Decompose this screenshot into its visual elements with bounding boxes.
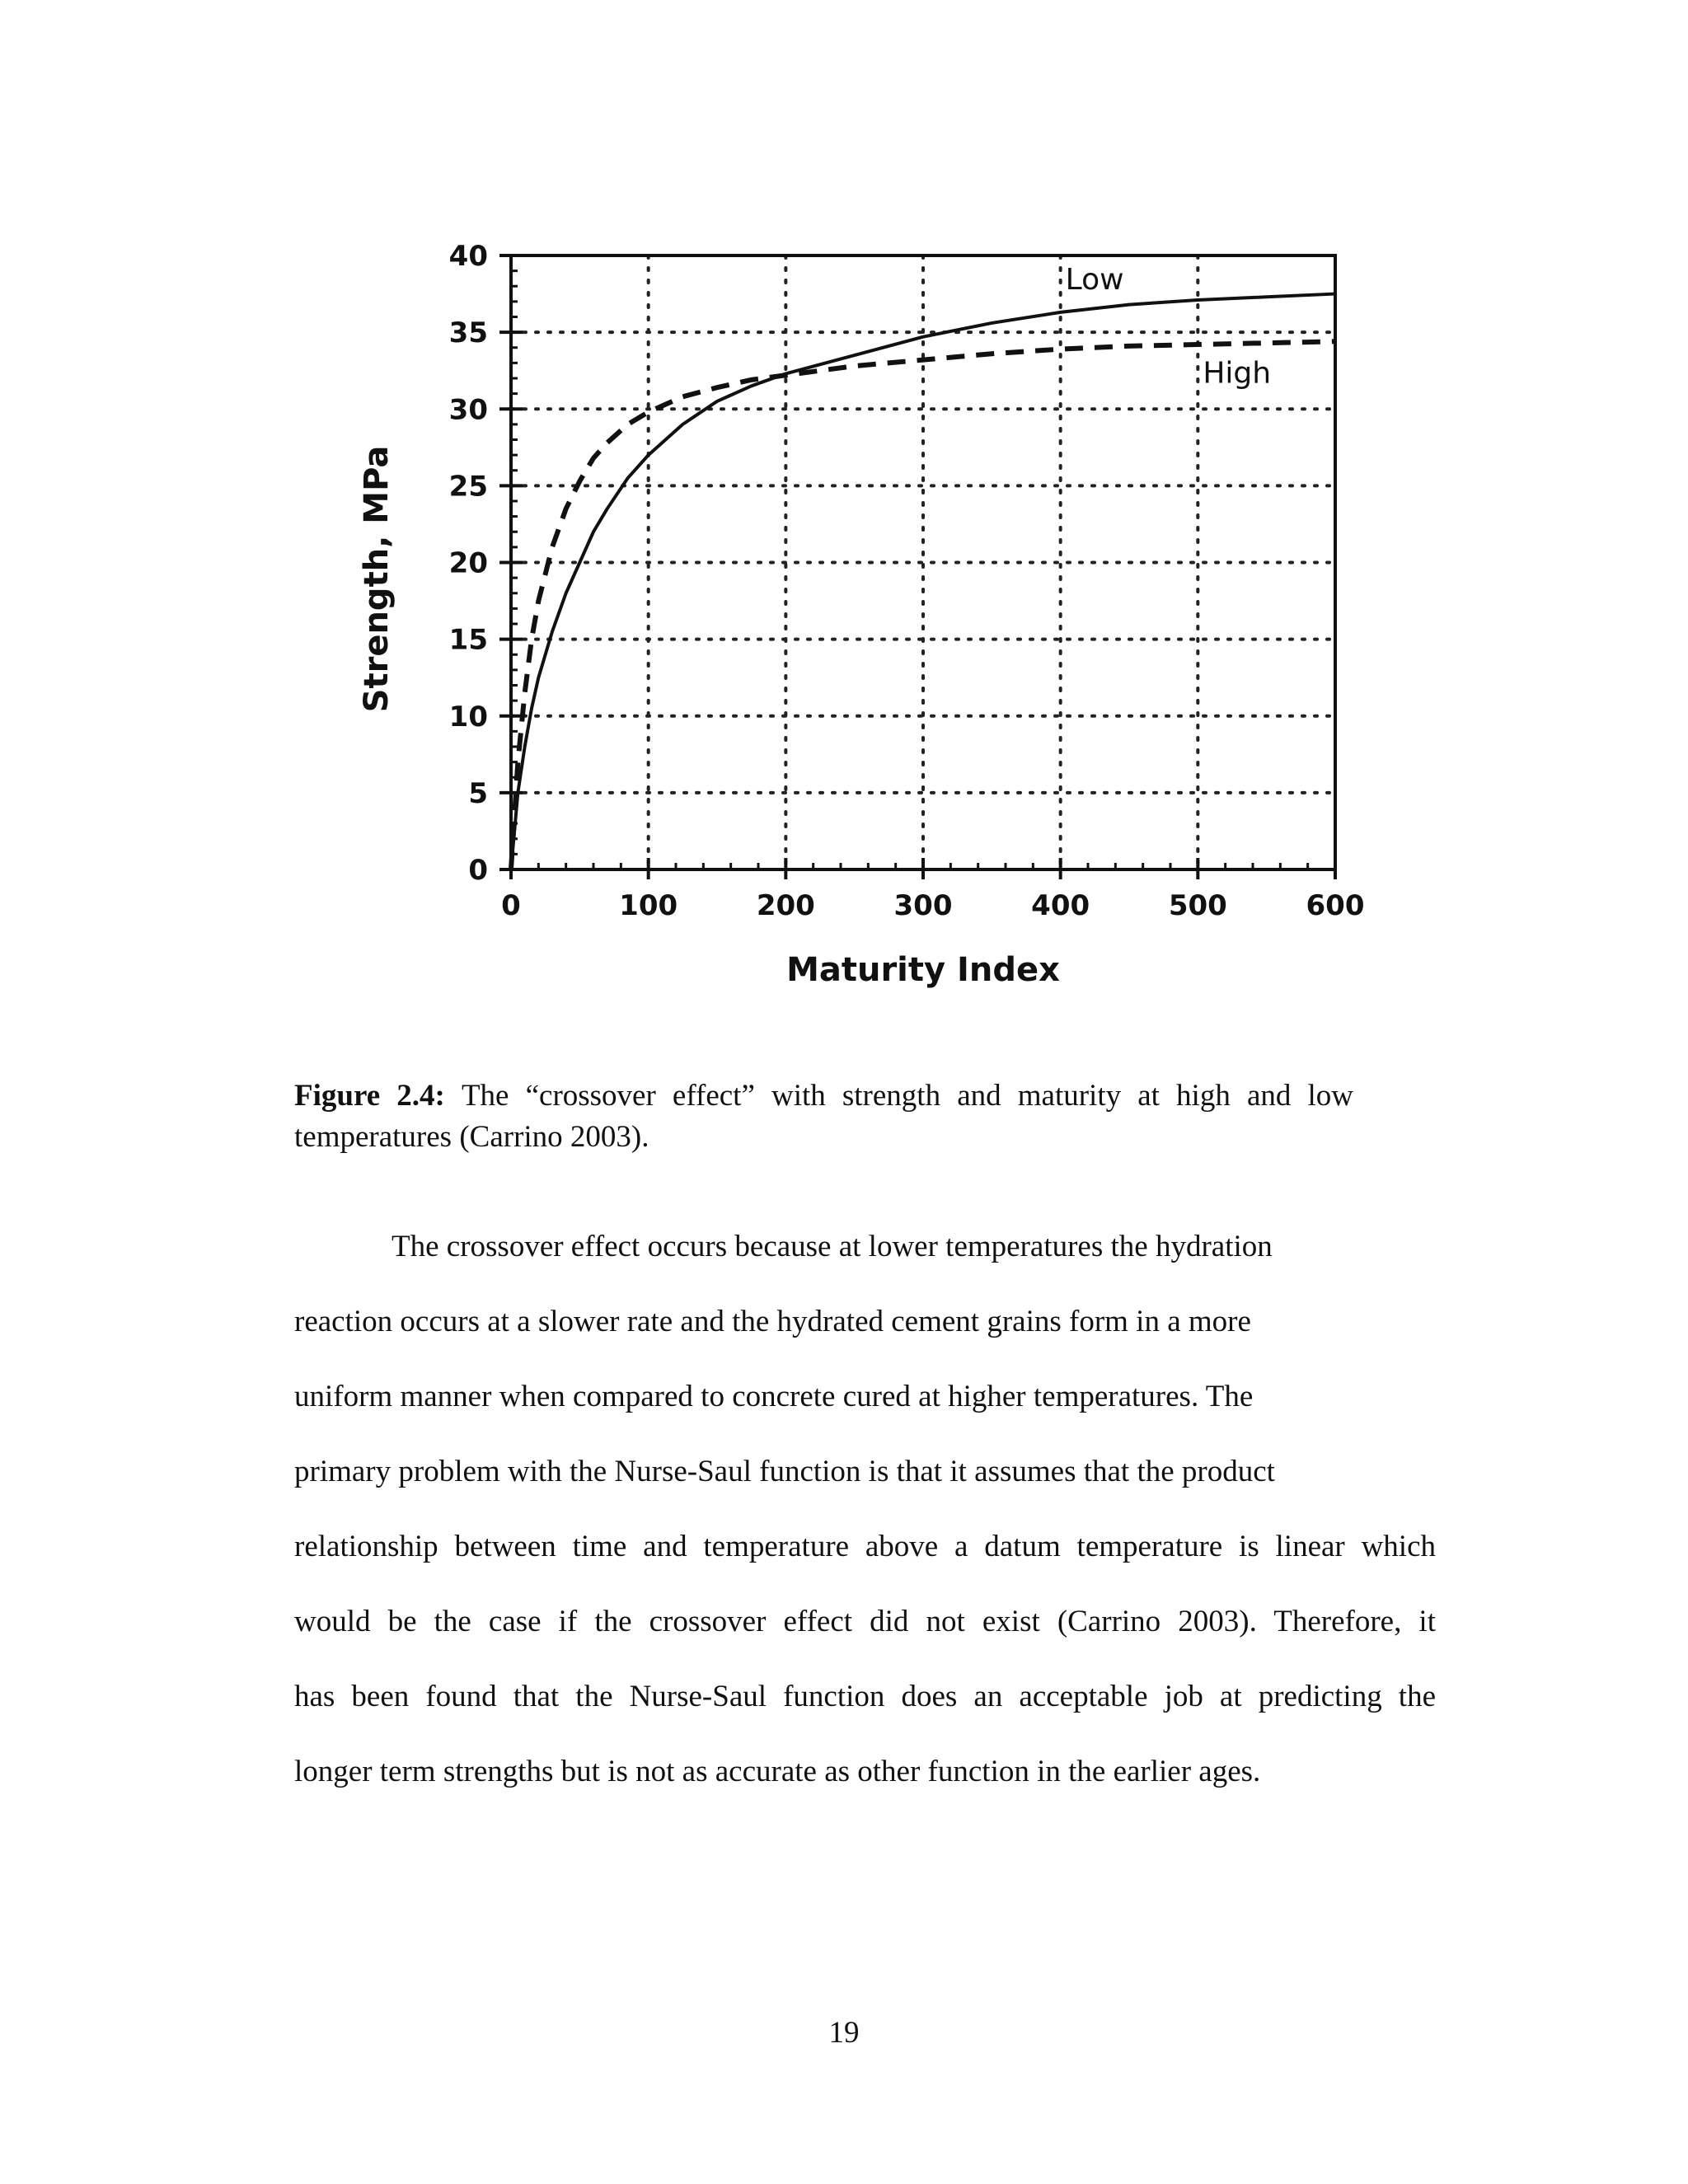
y-tick-label: 35 bbox=[448, 316, 488, 350]
y-tick-label: 25 bbox=[448, 470, 488, 504]
y-tick-label: 5 bbox=[468, 776, 488, 810]
figure-caption-text: The “crossover effect” with strength and maturity at high and low temperatures (Carrino 2003). bbox=[294, 1079, 1353, 1154]
y-tick-label: 40 bbox=[448, 240, 488, 273]
x-tick-label: 200 bbox=[756, 889, 815, 922]
chart-grid bbox=[511, 255, 1335, 869]
paragraph-line: uniform manner when compared to concrete cured at higher temperatures. The bbox=[294, 1380, 1254, 1413]
paragraph-line: primary problem with the Nurse-Saul function is that it assumes that the product bbox=[294, 1455, 1275, 1488]
figure-label: Figure 2.4: bbox=[294, 1079, 445, 1113]
paragraph-line: would be the case if the crossover effect did not exist (Carrino 2003). Therefore, it bbox=[294, 1605, 1436, 1638]
strength-maturity-figure bbox=[346, 223, 1409, 1014]
figure-caption bbox=[294, 1076, 1353, 1158]
y-tick-label: 15 bbox=[448, 623, 488, 657]
series-label-high: High bbox=[1203, 356, 1272, 391]
crossover-effect-chart bbox=[346, 223, 1409, 1014]
series-label-low: Low bbox=[1065, 262, 1124, 297]
page-number: 19 bbox=[828, 2016, 860, 2050]
x-tick-label: 500 bbox=[1168, 889, 1227, 922]
paragraph-line: relationship between time and temperature above a datum temperature is linear which bbox=[294, 1530, 1436, 1563]
x-axis-title: Maturity Index bbox=[786, 951, 1060, 989]
y-tick-label: 20 bbox=[448, 546, 488, 580]
x-tick-label: 300 bbox=[893, 889, 953, 922]
y-tick-label: 10 bbox=[448, 700, 488, 733]
x-tick-label: 0 bbox=[501, 889, 521, 922]
paragraph-line: longer term strengths but is not as accurate as other function in the earlier ages. bbox=[294, 1755, 1261, 1788]
chart-labels bbox=[1066, 263, 1271, 391]
x-tick-label: 600 bbox=[1306, 889, 1365, 922]
x-tick-label: 100 bbox=[619, 889, 678, 922]
paragraph-line: The crossover effect occurs because at lower temperatures the hydration bbox=[392, 1230, 1273, 1263]
paragraph-line: has been found that the Nurse-Saul function does an acceptable job at predicting the bbox=[294, 1680, 1436, 1713]
y-axis-title: Strength, MPa bbox=[358, 445, 396, 713]
y-tick-label: 30 bbox=[448, 393, 488, 427]
body-paragraph bbox=[294, 1226, 1436, 1826]
y-tick-label: 0 bbox=[468, 854, 488, 887]
paragraph-line: reaction occurs at a slower rate and the hydrated cement grains form in a more bbox=[294, 1305, 1251, 1338]
x-tick-label: 400 bbox=[1031, 889, 1090, 922]
